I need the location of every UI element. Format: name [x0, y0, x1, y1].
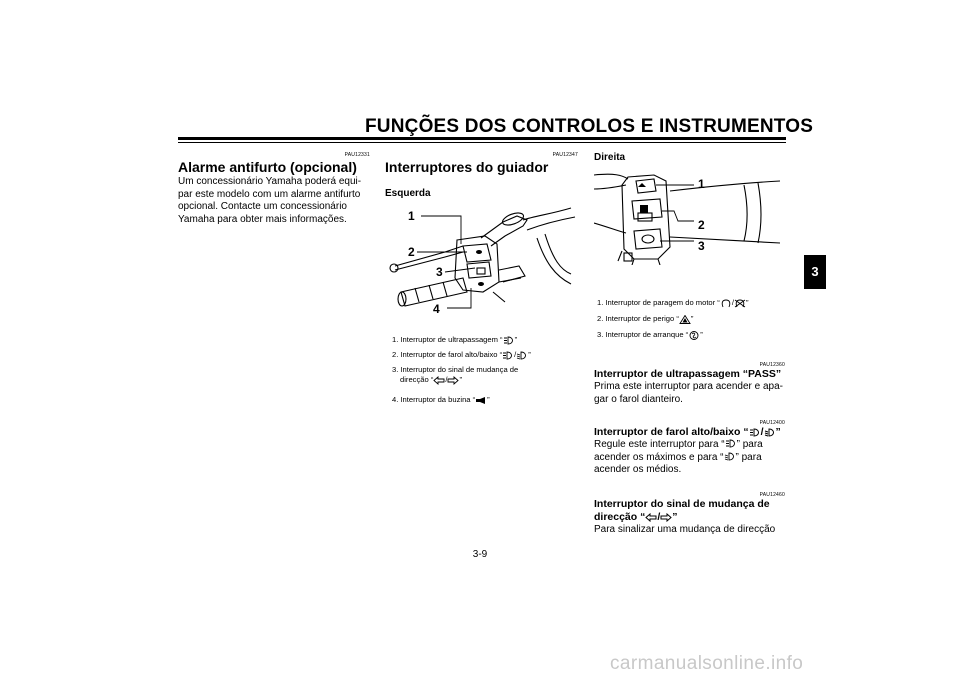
page-header-title: FUNÇÕES DOS CONTROLOS E INSTRUMENTOS	[365, 116, 814, 137]
title-text: ”	[775, 426, 781, 438]
engine-stop-icon	[734, 299, 746, 308]
body-line: Yamaha para obter mais informações.	[178, 213, 347, 225]
caption-text: 2. Interruptor de farol alto/baixo “	[392, 350, 503, 359]
caption-text: ”	[745, 298, 749, 307]
section-code: PAU12347	[552, 152, 578, 158]
caption-text: ”	[700, 330, 703, 339]
caption-text: ”	[690, 314, 694, 323]
subtitle-right: Direita	[594, 152, 626, 163]
title-text: Interruptor do sinal de mudança de	[594, 498, 770, 510]
title-text: ”	[672, 511, 678, 523]
body-line: par este modelo com um alarme antifurto	[178, 188, 361, 200]
section-title-turn-signal: Interruptor do sinal de mudança de direcção “ / ”	[594, 498, 770, 523]
low-beam-icon	[516, 351, 528, 360]
header-rule	[178, 137, 786, 140]
caption-turn-switch: 3. Interruptor do sinal de mudança de direcção “ / ”	[392, 365, 519, 384]
caption-beam-switch: 2. Interruptor de farol alto/baixo “ / ”	[392, 350, 531, 359]
hazard-icon	[679, 315, 691, 324]
callout-number: 2	[698, 218, 705, 232]
callout-number: 1	[698, 177, 705, 191]
section-title-alarm: Alarme antifurto (opcional)	[178, 159, 357, 175]
section-title-handlebar-switches: Interruptores do guiador	[385, 159, 549, 175]
engine-run-icon	[720, 299, 732, 308]
caption-hazard-switch	[597, 314, 693, 324]
body-line: Prima este interruptor para acender e apa-	[594, 381, 783, 392]
title-text: direcção “	[594, 511, 646, 523]
body-line: gar o farol dianteiro.	[594, 393, 683, 405]
right-handlebar-illustration	[594, 165, 784, 265]
caption-text: 1. Interruptor de paragem do motor “	[597, 298, 720, 307]
caption-text: ”	[487, 395, 490, 404]
caption-engine-stop-switch: 1. Interruptor de paragem do motor “ / ”	[597, 298, 749, 307]
caption-text: ”	[459, 375, 462, 384]
body-text: Regule este interruptor para “	[594, 439, 725, 450]
caption-pass-switch	[392, 335, 517, 345]
caption-text: 3. Interruptor de arranque “	[597, 330, 689, 339]
caption-text: 1. Interruptor de ultrapassagem “	[392, 335, 503, 344]
callout-number: 3	[436, 265, 443, 279]
turn-left-icon	[645, 513, 657, 522]
body-line: Para sinalizar uma mudança de direcção	[594, 524, 776, 535]
horn-icon	[475, 396, 487, 405]
caption-text: 4. Interruptor da buzina “	[392, 395, 476, 404]
caption-text: ”	[514, 335, 518, 344]
header-rule-thin	[178, 142, 786, 143]
body-text: ” para	[735, 451, 762, 463]
beam-body	[594, 439, 785, 477]
body-line: Um concessionário Yamaha poderá equi-	[178, 176, 362, 187]
low-beam-icon	[764, 428, 776, 437]
watermark: carmanualsonline.info	[610, 653, 804, 674]
caption-text: direcção “	[400, 375, 434, 384]
callout-number: 1	[408, 209, 415, 223]
high-beam-icon	[749, 428, 761, 437]
callout-number: 3	[698, 239, 705, 253]
caption-text: 3. Interruptor do sinal de mudança de	[392, 365, 519, 374]
page-number: 3-9	[472, 549, 488, 560]
body-text: ” para	[736, 439, 763, 450]
section-code: PAU12400	[759, 420, 785, 426]
subtitle-left: Esquerda	[385, 188, 431, 199]
body-line: acender os médios.	[594, 464, 682, 476]
pass-body	[594, 381, 785, 406]
title-text: Interruptor de farol alto/baixo “	[594, 426, 749, 438]
start-icon	[688, 331, 700, 340]
high-beam-icon	[503, 336, 515, 345]
caption-text: ”	[528, 350, 531, 359]
alarm-body	[178, 176, 371, 226]
caption-text: 2. Interruptor de perigo “	[597, 314, 679, 323]
callout-number: 4	[433, 302, 440, 316]
chapter-tab: 3	[804, 255, 826, 289]
section-code: PAU12460	[759, 492, 785, 498]
caption-horn-switch	[392, 395, 490, 405]
high-beam-icon	[502, 351, 514, 360]
low-beam-icon	[724, 452, 736, 461]
body-text: acender os máximos e para “	[594, 451, 724, 463]
turn-right-icon	[447, 376, 459, 385]
callout-number: 2	[408, 245, 415, 259]
section-code: PAU12360	[759, 362, 785, 368]
section-code: PAU12331	[344, 152, 370, 158]
turn-signal-body	[594, 524, 785, 537]
turn-left-icon	[433, 376, 445, 385]
turn-right-icon	[660, 513, 672, 522]
caption-start-switch	[597, 330, 703, 340]
section-title-pass: Interruptor de ultrapassagem “PASS”	[594, 368, 782, 380]
section-title-beam: Interruptor de farol alto/baixo “ / ”	[594, 426, 781, 438]
high-beam-icon	[725, 439, 737, 448]
body-line: opcional. Contacte um concessionário	[178, 201, 347, 213]
